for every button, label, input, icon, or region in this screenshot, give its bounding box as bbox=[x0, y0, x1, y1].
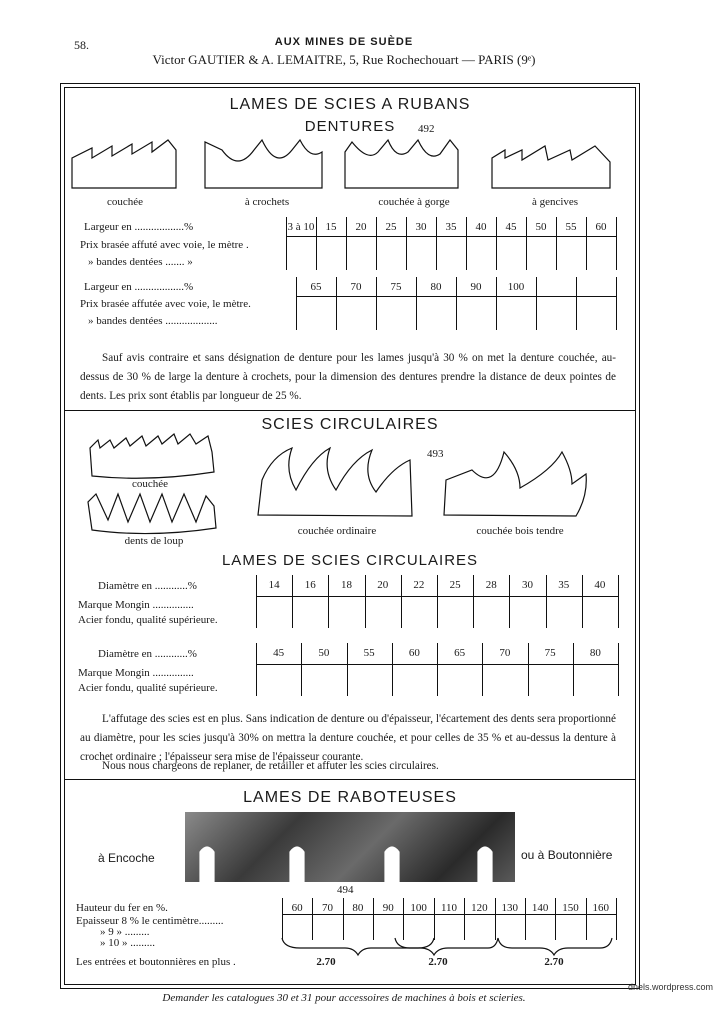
section3-title: LAMES DE RABOTEUSES bbox=[243, 789, 457, 806]
caption-dents-de-loup: dents de loup bbox=[124, 535, 184, 547]
figure-number-493: 493 bbox=[427, 448, 444, 460]
table-cell: 35 bbox=[445, 221, 457, 233]
entrees-value-2: 2.70 bbox=[428, 956, 448, 968]
table-cell: 80 bbox=[430, 281, 442, 293]
row-label-largeur: Largeur en ..................% bbox=[84, 221, 194, 233]
figure-number-492: 492 bbox=[418, 123, 435, 135]
table-cell: 55 bbox=[363, 647, 375, 659]
row-label-epaisseur-8: Epaisseur 8 % le centimètre......... bbox=[76, 915, 224, 927]
table-cell: 30 bbox=[415, 221, 427, 233]
row-label-marque-2: Marque Mongin ............... bbox=[78, 667, 194, 679]
row-label-largeur-2: Largeur en ..................% bbox=[84, 281, 194, 293]
table-cell: 70 bbox=[499, 647, 511, 659]
row-label-hauteur: Hauteur du fer en %. bbox=[76, 902, 168, 914]
table-cell: 90 bbox=[470, 281, 482, 293]
table-cell: 110 bbox=[440, 902, 458, 914]
table-cell: 14 bbox=[268, 579, 280, 591]
table-cell: 22 bbox=[413, 579, 425, 591]
row-label-bandes-2: » bandes dentées ................... bbox=[88, 315, 218, 327]
row-label-diametre-2: Diamètre en ............% bbox=[98, 648, 197, 660]
row-label-acier-2: Acier fondu, qualité supérieure. bbox=[78, 682, 218, 694]
table-cell: 20 bbox=[355, 221, 367, 233]
table-cell: 20 bbox=[377, 579, 389, 591]
row-label-prix: Prix brasée affuté avec voie, le mètre . bbox=[80, 239, 249, 251]
section2-subtitle: LAMES DE SCIES CIRCULAIRES bbox=[221, 552, 479, 569]
label-a-encoche: à Encoche bbox=[98, 851, 155, 865]
table-cell: 60 bbox=[408, 647, 420, 659]
table-cell: 50 bbox=[535, 221, 547, 233]
table-cell: 28 bbox=[485, 579, 497, 591]
table-cell: 60 bbox=[595, 221, 607, 233]
section2-note: L'affutage des scies est en plus. Sans indication de denture ou d'épaisseur, l'écartement des dents sera proportionné au diamètre, pour les scies jusqu'à 30% on mettra la denture couchée, et pour celles de 35 % et au-dessus la denture à crochet ordinaire ; l'épaisseur sera mise de l'épaisseur courante. bbox=[80, 713, 616, 763]
row-label-epaisseur-10: » 10 » ......... bbox=[100, 937, 155, 949]
table-cell: 3 à 10 bbox=[287, 221, 315, 233]
row-label-acier: Acier fondu, qualité supérieure. bbox=[78, 614, 218, 626]
caption-couchee-ordinaire: couchée ordinaire bbox=[297, 525, 377, 537]
table-cell: 40 bbox=[475, 221, 487, 233]
table-cell: 80 bbox=[352, 902, 364, 914]
table-cell: 80 bbox=[589, 647, 601, 659]
caption-couchee-circ: couchée bbox=[131, 478, 169, 490]
caption-couchee-bois-tendre: couchée bois tendre bbox=[476, 525, 564, 537]
footer-note: Demander les catalogues 30 et 31 pour accessoires de machines à bois et scieries. bbox=[162, 992, 526, 1004]
table-cell: 30 bbox=[521, 579, 533, 591]
entrees-value-3: 2.70 bbox=[544, 956, 564, 968]
section2-note-2: Nous nous chargeons de replaner, de retailler et affuter les scies circulaires. bbox=[102, 760, 439, 772]
table-cell: 50 bbox=[318, 647, 330, 659]
table-cell: 35 bbox=[558, 579, 570, 591]
row-label-bandes: » bandes dentées ....... » bbox=[88, 256, 193, 268]
table-cell: 65 bbox=[310, 281, 322, 293]
table-cell: 90 bbox=[382, 902, 394, 914]
page-number: 58. bbox=[74, 38, 89, 52]
source-credit: dnels.wordpress.com bbox=[628, 982, 713, 992]
table-cell: 70 bbox=[322, 902, 334, 914]
publisher-line: Victor GAUTIER & A. LEMAITRE, 5, Rue Rochechouart — PARIS (9ᵉ) bbox=[152, 52, 536, 67]
row-label-diametre: Diamètre en ............% bbox=[98, 580, 197, 592]
figure-number-494: 494 bbox=[337, 884, 354, 896]
section1-title: LAMES DE SCIES A RUBANS bbox=[229, 96, 471, 113]
table-cell: 16 bbox=[304, 579, 316, 591]
table-cell: 15 bbox=[325, 221, 337, 233]
table-cell: 40 bbox=[594, 579, 606, 591]
entrees-label: Les entrées et boutonnières en plus . bbox=[76, 956, 236, 968]
caption-a-crochets: à crochets bbox=[244, 196, 290, 208]
running-head: AUX MINES DE SUÈDE bbox=[274, 36, 414, 48]
table-cell: 150 bbox=[562, 902, 579, 914]
table-cell: 60 bbox=[291, 902, 303, 914]
row-label-prix-2: Prix brasée affutée avec voie, le mètre. bbox=[80, 298, 251, 310]
table-cell: 25 bbox=[449, 579, 461, 591]
table-cell: 130 bbox=[501, 902, 518, 914]
section1-subtitle: DENTURES bbox=[304, 118, 396, 135]
table-cell: 100 bbox=[507, 281, 525, 293]
row-label-marque: Marque Mongin ............... bbox=[78, 599, 194, 611]
table-cell: 75 bbox=[390, 281, 402, 293]
table-cell: 100 bbox=[410, 902, 427, 914]
caption-couchee-a-gorge: couchée à gorge bbox=[378, 196, 450, 208]
table-cell: 65 bbox=[454, 647, 466, 659]
table-cell: 25 bbox=[385, 221, 397, 233]
caption-couchee: couchée bbox=[106, 196, 144, 208]
row-label-epaisseur-9: » 9 » ......... bbox=[100, 926, 150, 938]
section1-note: Sauf avis contraire et sans désignation de denture pour les lames jusqu'à 30 % on met la denture couchée, au-dessus de 30 % de large la denture à crochets, pour la dimension des dentures prendre la distance de deux pointes de dents. Les prix sont établis par longueur de 25 %. bbox=[80, 352, 616, 402]
caption-a-gencives: à gencives bbox=[531, 196, 579, 208]
table-cell: 75 bbox=[544, 647, 556, 659]
label-ou-a-boutonniere: ou à Boutonnière bbox=[521, 848, 613, 862]
section2-title: SCIES CIRCULAIRES bbox=[261, 416, 439, 433]
table-cell: 70 bbox=[350, 281, 362, 293]
table-cell: 160 bbox=[592, 902, 610, 914]
table-cell: 45 bbox=[505, 221, 517, 233]
table-cell: 18 bbox=[340, 579, 352, 591]
table-cell: 140 bbox=[531, 902, 549, 914]
table-cell: 45 bbox=[273, 647, 285, 659]
table-cell: 55 bbox=[565, 221, 577, 233]
entrees-value-1: 2.70 bbox=[316, 956, 336, 968]
table-cell: 120 bbox=[471, 902, 488, 914]
